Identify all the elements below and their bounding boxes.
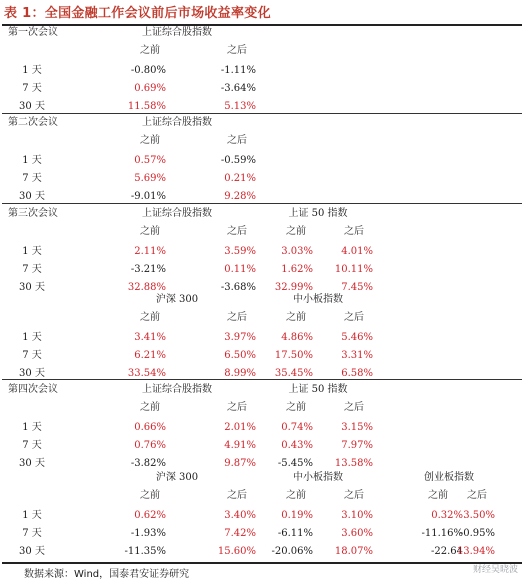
value-cell: 0.74% xyxy=(281,422,313,433)
period-label: 7 天 xyxy=(22,528,42,539)
value-cell: -11.35% xyxy=(124,546,166,557)
col-before: 之前 xyxy=(428,490,448,501)
value-cell: 5.13% xyxy=(224,101,256,112)
value-cell: 0.66% xyxy=(134,422,166,433)
period-label: 1 天 xyxy=(22,422,42,433)
value-cell: 2.01% xyxy=(224,422,256,433)
index-header-hs300: 沪深 300 xyxy=(155,472,199,483)
value-cell: -3.68% xyxy=(220,282,256,293)
value-cell: 3.97% xyxy=(224,332,256,343)
col-before: 之前 xyxy=(286,312,306,323)
value-cell: -22.64 xyxy=(430,546,463,557)
col-before: 之前 xyxy=(140,402,160,413)
index-header-sme: 中小板指数 xyxy=(293,472,343,483)
index-header-gem: 创业板指数 xyxy=(424,472,474,483)
value-cell: 4.01% xyxy=(341,246,373,257)
rule-line xyxy=(2,203,522,204)
value-cell: 3.60% xyxy=(341,528,373,539)
value-cell: -9.01% xyxy=(130,191,166,202)
table-title: 表 1：全国金融工作会议前后市场收益率变化 xyxy=(4,6,271,21)
col-after: 之后 xyxy=(344,402,364,413)
col-after: 之后 xyxy=(227,226,247,237)
value-cell: 3.31% xyxy=(341,350,373,361)
value-cell: 6.21% xyxy=(134,350,166,361)
rule-line xyxy=(2,24,522,26)
value-cell: 5.69% xyxy=(134,173,166,184)
col-before: 之前 xyxy=(140,45,160,56)
value-cell: -0.95% xyxy=(459,528,495,539)
index-header-sh: 上证综合股指数 xyxy=(142,27,212,38)
col-after: 之后 xyxy=(344,312,364,323)
value-cell: 3.41% xyxy=(134,332,166,343)
index-header-sh: 上证综合股指数 xyxy=(142,117,212,128)
index-header-sh: 上证综合股指数 xyxy=(142,384,212,395)
value-cell: 7.97% xyxy=(341,440,373,451)
period-label: 30 天 xyxy=(19,101,45,112)
value-cell: 1.62% xyxy=(281,264,313,275)
period-label: 1 天 xyxy=(22,332,42,343)
col-before: 之前 xyxy=(286,402,306,413)
col-after: 之后 xyxy=(227,45,247,56)
value-cell: 6.58% xyxy=(341,368,373,379)
value-cell: -1.93% xyxy=(130,528,166,539)
value-cell: 17.50% xyxy=(274,350,313,361)
period-label: 7 天 xyxy=(22,440,42,451)
value-cell: 13.94% xyxy=(456,546,495,557)
value-cell: 0.43% xyxy=(281,440,313,451)
value-cell: 3.50% xyxy=(463,510,495,521)
value-cell: 0.32% xyxy=(431,510,463,521)
index-header-hs300: 沪深 300 xyxy=(155,294,199,305)
value-cell: -0.80% xyxy=(130,65,166,76)
period-label: 1 天 xyxy=(22,510,42,521)
value-cell: 0.21% xyxy=(224,173,256,184)
value-cell: -11.16% xyxy=(421,528,463,539)
value-cell: 8.99% xyxy=(224,368,256,379)
value-cell: 5.46% xyxy=(341,332,373,343)
value-cell: 3.40% xyxy=(224,510,256,521)
value-cell: 0.11% xyxy=(224,264,256,275)
col-after: 之后 xyxy=(344,490,364,501)
index-header-sh50: 上证 50 指数 xyxy=(288,384,348,395)
value-cell: 0.62% xyxy=(134,510,166,521)
col-after: 之后 xyxy=(227,312,247,323)
value-cell: 3.59% xyxy=(224,246,256,257)
source-note: 数据来源：Wind，国泰君安证券研究 xyxy=(24,569,190,580)
period-label: 30 天 xyxy=(19,368,45,379)
value-cell: 2.11% xyxy=(134,246,166,257)
value-cell: 3.10% xyxy=(341,510,373,521)
value-cell: 18.07% xyxy=(334,546,373,557)
value-cell: 15.60% xyxy=(217,546,256,557)
value-cell: -0.59% xyxy=(220,155,256,166)
value-cell: 3.15% xyxy=(341,422,373,433)
value-cell: 0.57% xyxy=(134,155,166,166)
col-after: 之后 xyxy=(227,490,247,501)
meeting-label: 第三次会议 xyxy=(8,208,58,219)
meeting-label: 第二次会议 xyxy=(8,117,58,128)
value-cell: -3.82% xyxy=(130,458,166,469)
value-cell: 35.45% xyxy=(274,368,313,379)
period-label: 7 天 xyxy=(22,350,42,361)
value-cell: 4.91% xyxy=(224,440,256,451)
col-before: 之前 xyxy=(140,226,160,237)
period-label: 7 天 xyxy=(22,264,42,275)
value-cell: -1.11% xyxy=(220,65,256,76)
value-cell: 3.03% xyxy=(281,246,313,257)
col-after: 之后 xyxy=(227,135,247,146)
index-header-sh: 上证综合股指数 xyxy=(142,208,212,219)
period-label: 30 天 xyxy=(19,282,45,293)
value-cell: 32.99% xyxy=(274,282,313,293)
period-label: 7 天 xyxy=(22,83,42,94)
value-cell: 32.88% xyxy=(127,282,166,293)
meeting-label: 第一次会议 xyxy=(8,27,58,38)
rule-line xyxy=(2,113,522,114)
value-cell: -6.11% xyxy=(277,528,313,539)
period-label: 30 天 xyxy=(19,546,45,557)
value-cell: -5.45% xyxy=(277,458,313,469)
period-label: 1 天 xyxy=(22,155,42,166)
value-cell: 7.42% xyxy=(224,528,256,539)
value-cell: 13.58% xyxy=(334,458,373,469)
watermark: 财经吴晓波 xyxy=(472,565,518,575)
period-label: 7 天 xyxy=(22,173,42,184)
value-cell: 10.11% xyxy=(334,264,373,275)
value-cell: 11.58% xyxy=(127,101,166,112)
value-cell: -20.06% xyxy=(271,546,313,557)
value-cell: 33.54% xyxy=(127,368,166,379)
value-cell: -3.21% xyxy=(130,264,166,275)
col-after: 之后 xyxy=(344,226,364,237)
value-cell: 6.50% xyxy=(224,350,256,361)
value-cell: 4.86% xyxy=(281,332,313,343)
value-cell: 0.19% xyxy=(281,510,313,521)
rule-line xyxy=(2,562,522,564)
col-before: 之前 xyxy=(140,312,160,323)
period-label: 30 天 xyxy=(19,191,45,202)
period-label: 1 天 xyxy=(22,65,42,76)
col-before: 之前 xyxy=(286,490,306,501)
col-before: 之前 xyxy=(286,226,306,237)
col-after: 之后 xyxy=(227,402,247,413)
col-before: 之前 xyxy=(140,135,160,146)
value-cell: 0.76% xyxy=(134,440,166,451)
index-header-sh50: 上证 50 指数 xyxy=(288,208,348,219)
meeting-label: 第四次会议 xyxy=(8,384,58,395)
index-header-sme: 中小板指数 xyxy=(293,294,343,305)
value-cell: 9.28% xyxy=(224,191,256,202)
col-after: 之后 xyxy=(467,490,487,501)
value-cell: 7.45% xyxy=(341,282,373,293)
col-before: 之前 xyxy=(140,490,160,501)
period-label: 1 天 xyxy=(22,246,42,257)
rule-line xyxy=(2,379,522,380)
value-cell: 0.69% xyxy=(134,83,166,94)
value-cell: -3.64% xyxy=(220,83,256,94)
period-label: 30 天 xyxy=(19,458,45,469)
value-cell: 9.87% xyxy=(224,458,256,469)
